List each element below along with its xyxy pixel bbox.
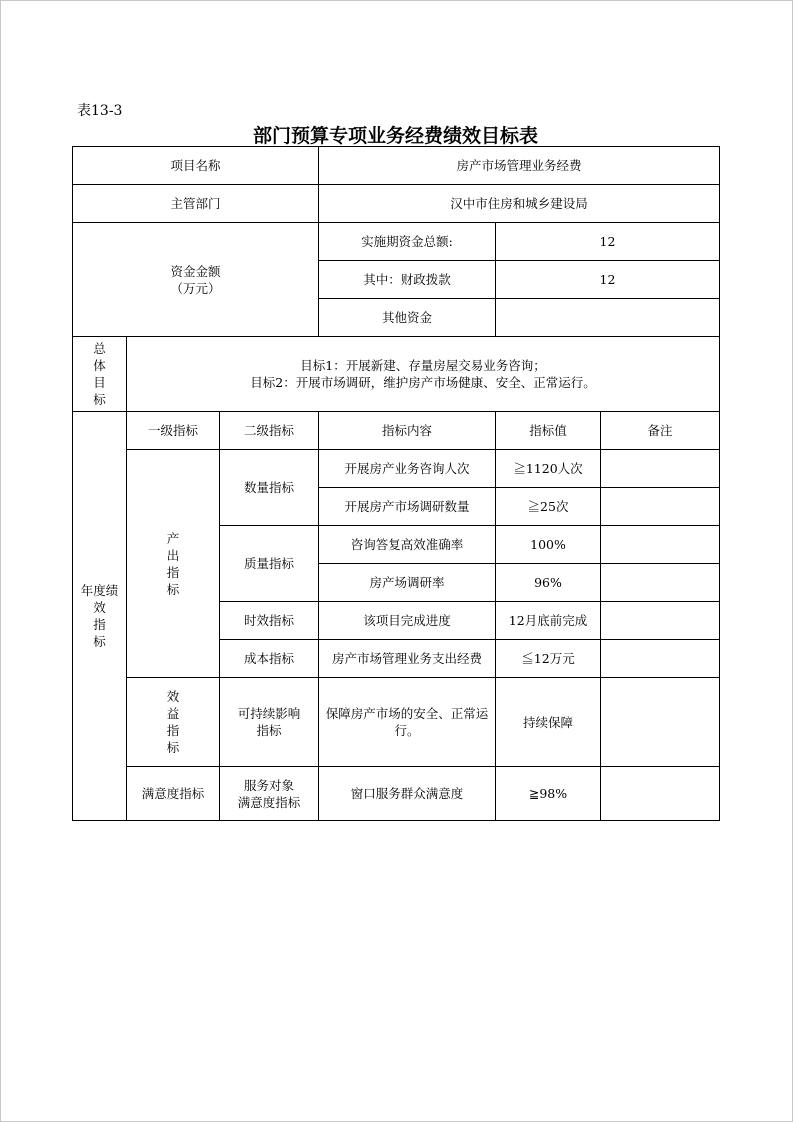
- table-number: 表13-3: [77, 103, 123, 119]
- sustain-indicator: 可持续影响 指标: [220, 678, 319, 767]
- quality-indicator: 质量指标: [220, 526, 319, 602]
- header-note: 备注: [601, 412, 720, 450]
- service-indicator: 服务对象 满意度指标: [220, 767, 319, 821]
- indicator-value: ≦12万元: [496, 640, 601, 678]
- quantity-indicator: 数量指标: [220, 450, 319, 526]
- indicator-value: ≧98%: [496, 767, 601, 821]
- overall-goal-text: [127, 337, 720, 412]
- benefit-indicator-label: 效 益 指 标: [127, 678, 220, 767]
- indicator-note: [601, 640, 720, 678]
- department-value: 汉中市住房和城乡建设局: [319, 185, 720, 223]
- header-value: 指标值: [496, 412, 601, 450]
- indicator-content: 房产场调研率: [319, 564, 496, 602]
- timeliness-indicator: 时效指标: [220, 602, 319, 640]
- indicator-value: 96%: [496, 564, 601, 602]
- indicator-content: 该项目完成进度: [319, 602, 496, 640]
- output-indicator-label: 产 出 指 标: [127, 450, 220, 678]
- project-name-label: 项目名称: [73, 147, 319, 185]
- indicator-content: 保障房产市场的安全、正常运行。: [319, 678, 496, 767]
- header-content: 指标内容: [319, 412, 496, 450]
- indicator-content: 开展房产业务咨询人次: [319, 450, 496, 488]
- cost-indicator: 成本指标: [220, 640, 319, 678]
- project-name-value: 房产市场管理业务经费: [319, 147, 720, 185]
- indicator-note: [601, 678, 720, 767]
- indicator-note: [601, 488, 720, 526]
- indicator-value: 12月底前完成: [496, 602, 601, 640]
- indicator-note: [601, 767, 720, 821]
- indicator-note: [601, 602, 720, 640]
- document-title: 部门预算专项业务经费绩效目标表: [252, 125, 538, 147]
- table-row: [73, 767, 720, 821]
- indicator-value: ≧1120人次: [496, 450, 601, 488]
- row-indicator-header: [73, 412, 720, 450]
- header-level2: 二级指标: [220, 412, 319, 450]
- indicator-value: ≧25次: [496, 488, 601, 526]
- row-department: [73, 185, 720, 223]
- funds-fiscal-value: 12: [496, 261, 720, 299]
- indicator-value: 100%: [496, 526, 601, 564]
- funds-label: [73, 223, 319, 337]
- satisfaction-indicator-label: 满意度指标: [127, 767, 220, 821]
- indicator-note: [601, 526, 720, 564]
- goal-1: 目标1：开展新建、存量房屋交易业务咨询；: [300, 358, 546, 373]
- row-funds-total: [73, 223, 720, 261]
- department-label: 主管部门: [73, 185, 319, 223]
- indicator-content: 开展房产市场调研数量: [319, 488, 496, 526]
- overall-goal-label: 总 体 目 标: [73, 337, 127, 412]
- table-row: [73, 450, 720, 488]
- annual-indicator-label: 年度绩 效 指 标: [73, 412, 127, 821]
- goal-2: 目标2：开展市场调研，维护房产市场健康、安全、正常运行。: [250, 375, 596, 390]
- indicator-note: [601, 450, 720, 488]
- row-project-name: [73, 147, 720, 185]
- funds-other-label: 其他资金: [319, 299, 496, 337]
- indicator-content: 窗口服务群众满意度: [319, 767, 496, 821]
- indicator-content: 咨询答复高效准确率: [319, 526, 496, 564]
- funds-other-value: [496, 299, 720, 337]
- funds-total-value: 12: [496, 223, 720, 261]
- indicator-note: [601, 564, 720, 602]
- funds-total-label: 实施期资金总额:: [319, 223, 496, 261]
- funds-label-line1: 资金金额: [170, 263, 221, 279]
- funds-label-line2: （万元）: [170, 280, 221, 296]
- indicator-content: 房产市场管理业务支出经费: [319, 640, 496, 678]
- indicator-value: 持续保障: [496, 678, 601, 767]
- funds-fiscal-label: 其中：财政拨款: [319, 261, 496, 299]
- header-level1: 一级指标: [127, 412, 220, 450]
- row-overall-goal: [73, 337, 720, 412]
- table-row: [73, 678, 720, 767]
- performance-goal-table: [72, 146, 720, 821]
